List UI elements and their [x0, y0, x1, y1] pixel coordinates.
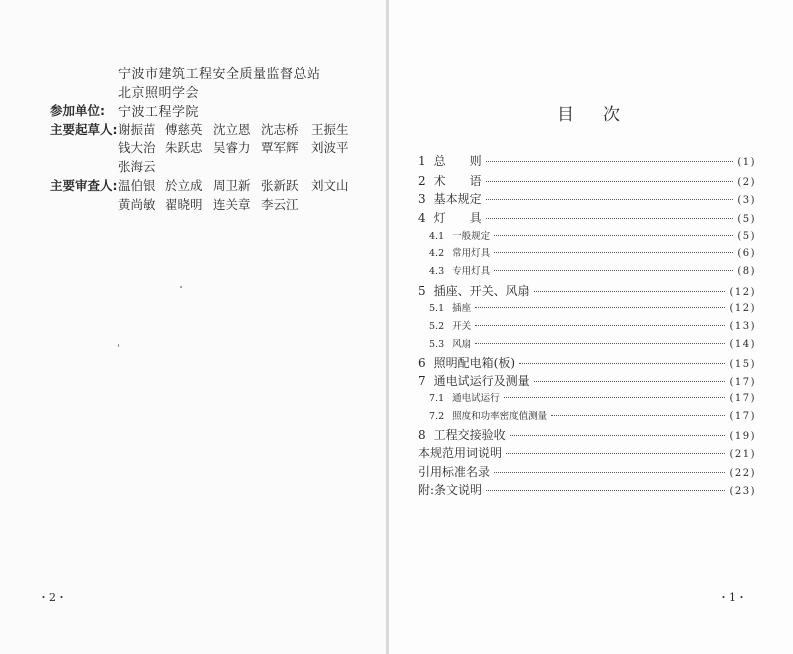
toc-page-number: (13): [729, 321, 756, 332]
toc-page-number: (12): [729, 303, 756, 314]
reviewer-name: 於立成: [165, 178, 203, 193]
toc-section-title: 附:条文说明: [418, 483, 483, 497]
toc-dot-leader: [494, 235, 733, 236]
toc-section-number: 6: [418, 356, 426, 370]
toc-dot-leader: [506, 453, 725, 454]
toc-entry: [418, 426, 756, 442]
toc-title-char: 目: [557, 105, 574, 125]
toc-dot-leader: [519, 363, 725, 364]
toc-page-number: (17): [729, 393, 756, 404]
reviewer-name: 连关章: [213, 197, 251, 212]
toc-section-title: 通电试运行: [452, 393, 500, 404]
toc-entry: [418, 354, 756, 370]
toc-page-number: (14): [729, 339, 756, 350]
reviewer-name: 翟晓明: [165, 197, 203, 212]
toc-section-number: 7.1: [429, 393, 445, 404]
toc-entry: [418, 463, 756, 479]
toc-page-number: (3): [737, 195, 756, 206]
toc-dot-leader: [494, 252, 733, 253]
toc-entry: [418, 444, 756, 460]
drafter-name: 覃军辉: [261, 140, 299, 155]
drafter-name: 傅慈英: [165, 122, 203, 137]
toc-section-number: 7.2: [429, 411, 445, 422]
drafter-name: 朱跃忠: [165, 140, 203, 155]
toc-entry: [418, 152, 756, 168]
toc-dot-leader: [494, 270, 733, 271]
toc-page-number: (1): [737, 157, 756, 168]
reviewer-name: 温伯银: [118, 178, 156, 193]
toc-entry: [418, 263, 756, 279]
org-line: 北京照明学会: [118, 86, 200, 101]
left-page-number: ・2・: [38, 591, 67, 604]
toc-dot-leader: [486, 161, 734, 162]
toc-entry: [418, 190, 756, 206]
drafter-name: 沈志桥: [261, 122, 299, 137]
toc-section-number: 4.3: [429, 266, 445, 277]
reviewer-name: 张新跃: [261, 178, 299, 193]
toc-entry: [418, 481, 756, 497]
toc-entry: [418, 209, 756, 225]
drafter-name: 刘波平: [311, 140, 349, 155]
toc-section-title: 常用灯具: [452, 248, 491, 259]
toc-page-number: (19): [729, 431, 756, 442]
toc-section-number: 5.2: [429, 321, 445, 332]
toc-page-number: (17): [729, 411, 756, 422]
toc-section-title: 工程交接验收: [433, 428, 506, 442]
paper-speck: [118, 344, 119, 347]
reviewer-name: 周卫新: [213, 178, 251, 193]
participating-unit-label: 参加单位:: [50, 103, 105, 118]
drafter-name: 吴睿力: [213, 140, 251, 155]
toc-section-title: 开关: [452, 321, 472, 332]
toc-entry: [418, 300, 756, 316]
toc-section-number: 7: [418, 374, 426, 388]
drafter-name: 王振生: [311, 122, 349, 137]
toc-dot-leader: [534, 381, 726, 382]
toc-entry: [418, 172, 756, 188]
toc-section-number: 3: [418, 192, 426, 206]
toc-section-title: 术 语: [433, 174, 482, 188]
toc-section-number: 1: [418, 154, 426, 168]
book-gutter: [386, 0, 389, 654]
toc-section-title: 插座: [452, 303, 472, 314]
toc-entry: [418, 336, 756, 352]
toc-dot-leader: [534, 291, 726, 292]
toc-entry: [418, 245, 756, 261]
toc-dot-leader: [486, 218, 734, 219]
toc-section-title: 一般规定: [452, 231, 491, 242]
drafters-label: 主要起草人:: [50, 122, 118, 137]
org-line: 宁波市建筑工程安全质量监督总站: [118, 67, 321, 82]
toc-dot-leader: [475, 307, 725, 308]
toc-section-title: 照明配电箱(板): [433, 356, 516, 370]
toc-section-title: 照度和功率密度值测量: [452, 411, 548, 422]
toc-page-number: (5): [737, 214, 756, 225]
toc-section-number: 2: [418, 174, 426, 188]
right-page-number: ・1・: [718, 591, 747, 604]
toc-section-title: 风扇: [452, 339, 472, 350]
drafter-name: 谢振苗: [118, 122, 156, 137]
toc-dot-leader: [510, 435, 726, 436]
toc-section-title: 基本规定: [433, 192, 482, 206]
drafter-name: 沈立恩: [213, 122, 251, 137]
paper-speck: [180, 286, 182, 288]
toc-section-number: 4.2: [429, 248, 445, 259]
toc-dot-leader: [486, 199, 734, 200]
toc-section-number: 4.1: [429, 231, 445, 242]
toc-page-number: (5): [737, 231, 756, 242]
reviewer-name: 刘文山: [311, 178, 349, 193]
toc-section-number: 8: [418, 428, 426, 442]
reviewers-label: 主要审查人:: [50, 178, 118, 193]
toc-dot-leader: [494, 472, 725, 473]
toc-page-number: (17): [729, 377, 756, 388]
toc-section-title: 通电试运行及测量: [433, 374, 530, 388]
toc-entry: [418, 228, 756, 244]
drafter-name: 张海云: [118, 159, 156, 174]
toc-page-number: (22): [729, 468, 756, 479]
toc-page-number: (8): [737, 266, 756, 277]
toc-title-char: 次: [603, 105, 620, 125]
participating-unit: 宁波工程学院: [118, 105, 200, 120]
toc-section-title: 插座、开关、风扇: [433, 284, 530, 298]
toc-entry: [418, 318, 756, 334]
toc-section-title: 灯 具: [433, 211, 482, 225]
toc-dot-leader: [475, 343, 725, 344]
toc-dot-leader: [551, 415, 725, 416]
toc-dot-leader: [486, 181, 734, 182]
toc-section-title: 总 则: [433, 154, 482, 168]
toc-dot-leader: [475, 325, 725, 326]
toc-section-number: 4: [418, 211, 426, 225]
toc-page-number: (12): [729, 287, 756, 298]
toc-page-number: (6): [737, 248, 756, 259]
toc-entry: [418, 372, 756, 388]
reviewer-name: 李云江: [261, 197, 299, 212]
toc-entry: [418, 408, 756, 424]
toc-entry: [418, 390, 756, 406]
toc-section-title: 专用灯具: [452, 266, 491, 277]
toc-page-number: (2): [737, 177, 756, 188]
toc-section-number: 5: [418, 284, 426, 298]
toc-section-number: 5.1: [429, 303, 445, 314]
toc-entry: [418, 282, 756, 298]
toc-section-title: 引用标准名录: [418, 465, 491, 479]
reviewer-name: 黄尚敏: [118, 197, 156, 212]
toc-page-number: (23): [729, 486, 756, 497]
toc-section-title: 本规范用词说明: [418, 446, 503, 460]
toc-dot-leader: [486, 490, 725, 491]
drafter-name: 钱大治: [118, 140, 156, 155]
toc-section-number: 5.3: [429, 339, 445, 350]
toc-dot-leader: [504, 397, 726, 398]
toc-page-number: (15): [729, 359, 756, 370]
toc-page-number: (21): [729, 449, 756, 460]
